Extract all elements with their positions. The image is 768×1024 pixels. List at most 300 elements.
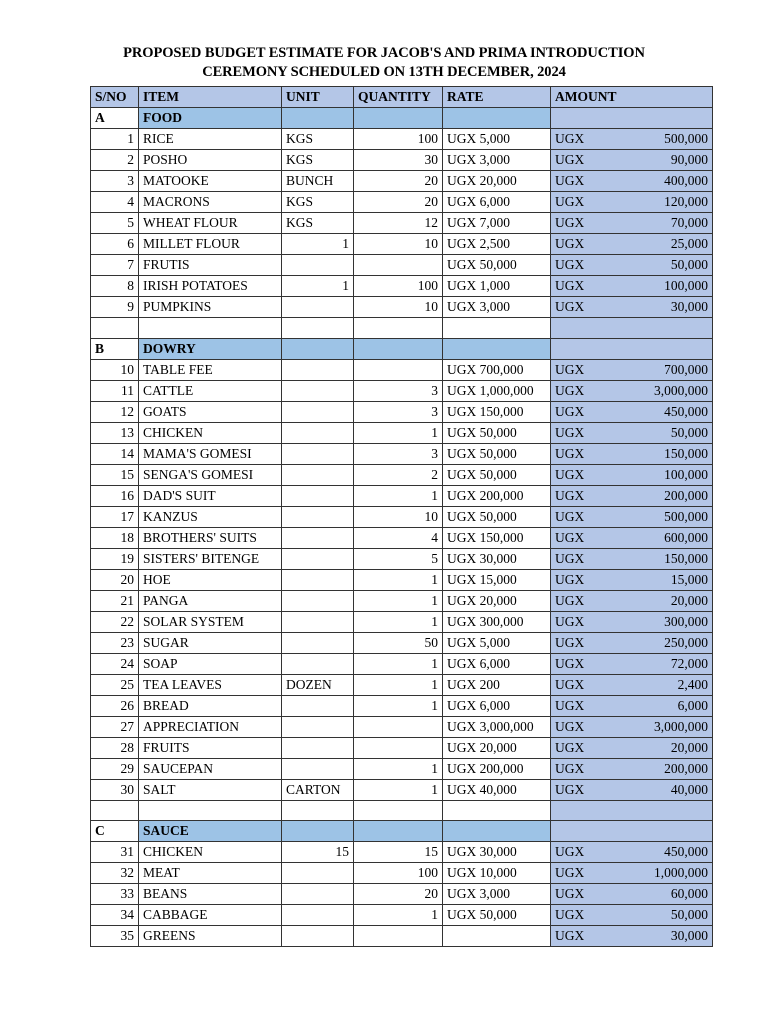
row-quantity: 15 [354, 842, 443, 863]
row-item: GOATS [139, 401, 282, 422]
row-sno: 30 [91, 779, 139, 800]
row-unit [282, 485, 354, 506]
amount-currency: UGX [555, 907, 585, 922]
table-row [91, 150, 713, 171]
amount-currency: UGX [555, 781, 585, 797]
amount-number: 90,000 [670, 152, 708, 167]
row-unit: KGS [282, 150, 354, 171]
spacer-row [91, 318, 713, 339]
table-row [91, 863, 713, 884]
header-quantity: QUANTITY [354, 87, 443, 108]
row-sno: 33 [91, 884, 139, 905]
amount-number: 6,000 [677, 697, 708, 713]
section-unit-cell [282, 821, 354, 842]
amount-number: 50,000 [670, 907, 708, 922]
amount-currency: UGX [555, 403, 585, 419]
row-quantity: 100 [354, 276, 443, 297]
table-row [91, 611, 713, 632]
row-unit [282, 464, 354, 485]
amount-value [555, 276, 708, 296]
row-rate: UGX 30,000 [443, 548, 551, 569]
row-unit [282, 527, 354, 548]
amount-currency: UGX [555, 592, 585, 608]
row-rate: UGX 50,000 [443, 443, 551, 464]
row-sno: 17 [91, 506, 139, 527]
spacer-cell [354, 800, 443, 821]
row-unit [282, 884, 354, 905]
section-header-row [91, 821, 713, 842]
row-rate: UGX 5,000 [443, 129, 551, 150]
row-item: KANZUS [139, 506, 282, 527]
row-amount [551, 653, 713, 674]
row-item: BROTHERS' SUITS [139, 527, 282, 548]
amount-number: 70,000 [670, 215, 708, 230]
table-row [91, 926, 713, 947]
row-sno: 29 [91, 758, 139, 779]
amount-currency: UGX [555, 508, 585, 524]
spacer-amount-cell [551, 800, 713, 821]
row-item: CHICKEN [139, 422, 282, 443]
section-name: FOOD [139, 108, 282, 129]
amount-value [555, 696, 708, 716]
row-quantity: 1 [354, 590, 443, 611]
section-header-row [91, 338, 713, 359]
row-item: CABBAGE [139, 905, 282, 926]
row-unit [282, 548, 354, 569]
row-rate: UGX 150,000 [443, 401, 551, 422]
row-item: HOE [139, 569, 282, 590]
amount-currency: UGX [555, 236, 585, 251]
row-sno: 21 [91, 590, 139, 611]
row-amount [551, 255, 713, 276]
amount-value [555, 234, 708, 254]
amount-number: 200,000 [664, 487, 708, 503]
amount-currency: UGX [555, 550, 585, 566]
amount-number: 100,000 [664, 466, 708, 482]
row-amount [551, 926, 713, 947]
spacer-cell [282, 800, 354, 821]
amount-value [555, 486, 708, 506]
table-row [91, 779, 713, 800]
row-rate: UGX 3,000 [443, 150, 551, 171]
row-rate: UGX 10,000 [443, 863, 551, 884]
amount-value [555, 633, 708, 653]
row-item: WHEAT FLOUR [139, 213, 282, 234]
amount-number: 50,000 [670, 257, 708, 272]
row-item: CHICKEN [139, 842, 282, 863]
amount-value [555, 759, 708, 779]
amount-value [555, 612, 708, 632]
row-unit [282, 569, 354, 590]
row-sno: 16 [91, 485, 139, 506]
row-quantity [354, 926, 443, 947]
amount-number: 450,000 [664, 403, 708, 419]
row-unit [282, 359, 354, 380]
header-rate: RATE [443, 87, 551, 108]
row-amount [551, 758, 713, 779]
row-item: IRISH POTATOES [139, 276, 282, 297]
amount-number: 400,000 [664, 173, 708, 188]
row-sno: 35 [91, 926, 139, 947]
row-amount [551, 527, 713, 548]
row-rate: UGX 150,000 [443, 527, 551, 548]
amount-number: 72,000 [670, 655, 708, 671]
amount-value [555, 717, 708, 737]
amount-value [555, 780, 708, 800]
amount-value [555, 297, 708, 317]
section-letter: C [91, 821, 139, 842]
row-unit [282, 863, 354, 884]
row-quantity: 3 [354, 380, 443, 401]
amount-currency: UGX [555, 844, 585, 859]
row-unit [282, 297, 354, 318]
row-quantity [354, 359, 443, 380]
row-quantity: 30 [354, 150, 443, 171]
row-item: MEAT [139, 863, 282, 884]
amount-currency: UGX [555, 278, 585, 293]
table-row [91, 548, 713, 569]
row-quantity: 20 [354, 884, 443, 905]
amount-number: 200,000 [664, 760, 708, 776]
spacer-amount-cell [551, 318, 713, 339]
amount-currency: UGX [555, 865, 585, 880]
amount-number: 150,000 [664, 445, 708, 461]
row-rate: UGX 1,000 [443, 276, 551, 297]
row-rate [443, 926, 551, 947]
section-amount-cell [551, 821, 713, 842]
amount-value [555, 444, 708, 464]
row-amount [551, 590, 713, 611]
row-item: PANGA [139, 590, 282, 611]
amount-value [555, 926, 708, 946]
row-item: APPRECIATION [139, 716, 282, 737]
row-unit [282, 422, 354, 443]
table-row [91, 359, 713, 380]
row-quantity: 4 [354, 527, 443, 548]
amount-number: 2,400 [677, 676, 708, 692]
row-sno: 4 [91, 192, 139, 213]
amount-number: 100,000 [664, 278, 708, 293]
section-letter: A [91, 108, 139, 129]
row-unit: BUNCH [282, 171, 354, 192]
section-rate-cell [443, 821, 551, 842]
spacer-cell [139, 318, 282, 339]
row-sno: 1 [91, 129, 139, 150]
row-amount [551, 485, 713, 506]
amount-number: 3,000,000 [654, 382, 708, 398]
amount-currency: UGX [555, 529, 585, 545]
row-unit: KGS [282, 129, 354, 150]
row-sno: 28 [91, 737, 139, 758]
row-amount [551, 737, 713, 758]
amount-value [555, 192, 708, 212]
amount-number: 25,000 [670, 236, 708, 251]
amount-value [555, 129, 708, 149]
amount-currency: UGX [555, 655, 585, 671]
row-sno: 27 [91, 716, 139, 737]
row-amount [551, 695, 713, 716]
row-amount [551, 632, 713, 653]
row-quantity: 1 [354, 422, 443, 443]
amount-currency: UGX [555, 424, 585, 440]
amount-currency: UGX [555, 739, 585, 755]
row-quantity: 10 [354, 297, 443, 318]
row-unit [282, 716, 354, 737]
row-unit [282, 905, 354, 926]
amount-number: 20,000 [670, 739, 708, 755]
table-row [91, 129, 713, 150]
row-unit [282, 401, 354, 422]
row-quantity [354, 255, 443, 276]
row-rate: UGX 15,000 [443, 569, 551, 590]
row-unit [282, 443, 354, 464]
row-unit: 1 [282, 276, 354, 297]
row-unit [282, 653, 354, 674]
amount-currency: UGX [555, 571, 585, 587]
row-quantity [354, 716, 443, 737]
spacer-row [91, 800, 713, 821]
amount-currency: UGX [555, 152, 585, 167]
amount-number: 600,000 [664, 529, 708, 545]
row-rate: UGX 50,000 [443, 422, 551, 443]
row-quantity: 50 [354, 632, 443, 653]
row-item: PUMPKINS [139, 297, 282, 318]
section-amount-cell [551, 108, 713, 129]
row-item: FRUITS [139, 737, 282, 758]
amount-value [555, 507, 708, 527]
row-rate: UGX 40,000 [443, 779, 551, 800]
row-item: CATTLE [139, 380, 282, 401]
row-sno: 23 [91, 632, 139, 653]
amount-currency: UGX [555, 173, 585, 188]
section-rate-cell [443, 338, 551, 359]
row-rate: UGX 1,000,000 [443, 380, 551, 401]
table-row [91, 590, 713, 611]
row-item: SOLAR SYSTEM [139, 611, 282, 632]
row-quantity: 1 [354, 695, 443, 716]
spacer-cell [443, 318, 551, 339]
row-quantity: 1 [354, 758, 443, 779]
amount-value [555, 738, 708, 758]
amount-number: 500,000 [664, 508, 708, 524]
row-amount [551, 234, 713, 255]
amount-value [555, 213, 708, 233]
row-rate: UGX 3,000 [443, 297, 551, 318]
row-rate: UGX 30,000 [443, 842, 551, 863]
row-quantity: 3 [354, 443, 443, 464]
amount-number: 120,000 [664, 194, 708, 209]
amount-number: 250,000 [664, 634, 708, 650]
row-item: SISTERS' BITENGE [139, 548, 282, 569]
row-rate: UGX 50,000 [443, 464, 551, 485]
row-rate: UGX 2,500 [443, 234, 551, 255]
row-quantity: 2 [354, 464, 443, 485]
row-quantity: 1 [354, 485, 443, 506]
row-sno: 5 [91, 213, 139, 234]
amount-value [555, 863, 708, 883]
amount-currency: UGX [555, 215, 585, 230]
amount-currency: UGX [555, 760, 585, 776]
row-unit [282, 611, 354, 632]
amount-currency: UGX [555, 928, 585, 943]
amount-currency: UGX [555, 676, 585, 692]
table-row [91, 569, 713, 590]
row-amount [551, 380, 713, 401]
row-rate: UGX 200,000 [443, 758, 551, 779]
amount-currency: UGX [555, 886, 585, 901]
row-amount [551, 129, 713, 150]
row-quantity: 3 [354, 401, 443, 422]
section-quantity-cell [354, 108, 443, 129]
budget-table [90, 86, 713, 947]
amount-number: 150,000 [664, 550, 708, 566]
amount-number: 50,000 [670, 424, 708, 440]
amount-value [555, 591, 708, 611]
row-unit: KGS [282, 192, 354, 213]
row-amount [551, 506, 713, 527]
spacer-cell [443, 800, 551, 821]
section-header-row [91, 108, 713, 129]
row-amount [551, 569, 713, 590]
row-sno: 6 [91, 234, 139, 255]
row-sno: 32 [91, 863, 139, 884]
row-sno: 26 [91, 695, 139, 716]
amount-number: 40,000 [670, 781, 708, 797]
spacer-cell [354, 318, 443, 339]
amount-number: 30,000 [670, 928, 708, 943]
row-unit: 1 [282, 234, 354, 255]
section-name: SAUCE [139, 821, 282, 842]
row-item: SOAP [139, 653, 282, 674]
row-item: GREENS [139, 926, 282, 947]
amount-value [555, 842, 708, 862]
table-row [91, 527, 713, 548]
row-rate: UGX 6,000 [443, 653, 551, 674]
amount-value [555, 570, 708, 590]
row-unit [282, 590, 354, 611]
row-amount [551, 192, 713, 213]
row-rate: UGX 20,000 [443, 171, 551, 192]
row-amount [551, 422, 713, 443]
amount-currency: UGX [555, 718, 585, 734]
amount-number: 3,000,000 [654, 718, 708, 734]
row-sno: 15 [91, 464, 139, 485]
row-amount [551, 359, 713, 380]
section-amount-cell [551, 338, 713, 359]
row-sno: 18 [91, 527, 139, 548]
row-amount [551, 548, 713, 569]
row-quantity: 10 [354, 506, 443, 527]
row-unit [282, 632, 354, 653]
row-item: TABLE FEE [139, 359, 282, 380]
amount-number: 20,000 [670, 592, 708, 608]
row-sno: 20 [91, 569, 139, 590]
section-quantity-cell [354, 821, 443, 842]
title-line-1: PROPOSED BUDGET ESTIMATE FOR JACOB'S AND PRIMA INTRODUCTION [123, 45, 645, 61]
row-item: SALT [139, 779, 282, 800]
row-amount [551, 611, 713, 632]
header-item: ITEM [139, 87, 282, 108]
row-rate: UGX 3,000 [443, 884, 551, 905]
row-unit [282, 758, 354, 779]
row-item: MACRONS [139, 192, 282, 213]
row-quantity: 1 [354, 905, 443, 926]
amount-currency: UGX [555, 194, 585, 209]
row-rate: UGX 50,000 [443, 255, 551, 276]
amount-currency: UGX [555, 634, 585, 650]
row-rate: UGX 300,000 [443, 611, 551, 632]
amount-number: 700,000 [664, 361, 708, 377]
amount-value [555, 465, 708, 485]
row-rate: UGX 20,000 [443, 590, 551, 611]
row-sno: 11 [91, 380, 139, 401]
amount-currency: UGX [555, 131, 585, 146]
amount-value [555, 675, 708, 695]
row-amount [551, 863, 713, 884]
row-quantity: 12 [354, 213, 443, 234]
amount-value [555, 654, 708, 674]
section-unit-cell [282, 338, 354, 359]
amount-value [555, 423, 708, 443]
row-sno: 14 [91, 443, 139, 464]
row-sno: 8 [91, 276, 139, 297]
row-unit [282, 255, 354, 276]
row-sno: 22 [91, 611, 139, 632]
row-quantity: 1 [354, 674, 443, 695]
amount-value [555, 255, 708, 275]
row-rate: UGX 6,000 [443, 192, 551, 213]
amount-value [555, 528, 708, 548]
row-unit [282, 695, 354, 716]
row-rate: UGX 20,000 [443, 737, 551, 758]
amount-number: 450,000 [664, 844, 708, 859]
amount-number: 1,000,000 [654, 865, 708, 880]
row-amount [551, 842, 713, 863]
amount-value [555, 402, 708, 422]
amount-currency: UGX [555, 613, 585, 629]
row-amount [551, 297, 713, 318]
amount-currency: UGX [555, 299, 585, 314]
row-amount [551, 464, 713, 485]
header-row [91, 87, 713, 108]
row-sno: 34 [91, 905, 139, 926]
amount-value [555, 381, 708, 401]
row-item: MAMA'S GOMESI [139, 443, 282, 464]
row-quantity: 1 [354, 653, 443, 674]
amount-value [555, 549, 708, 569]
row-quantity [354, 737, 443, 758]
row-rate: UGX 6,000 [443, 695, 551, 716]
table-row [91, 737, 713, 758]
amount-number: 500,000 [664, 131, 708, 146]
table-row [91, 905, 713, 926]
amount-currency: UGX [555, 445, 585, 461]
row-sno: 24 [91, 653, 139, 674]
row-item: MATOOKE [139, 171, 282, 192]
table-row [91, 758, 713, 779]
amount-currency: UGX [555, 257, 585, 272]
table-row [91, 422, 713, 443]
row-rate: UGX 3,000,000 [443, 716, 551, 737]
row-item: SUGAR [139, 632, 282, 653]
table-row [91, 716, 713, 737]
amount-value [555, 360, 708, 380]
row-rate: UGX 700,000 [443, 359, 551, 380]
row-sno: 25 [91, 674, 139, 695]
row-sno: 2 [91, 150, 139, 171]
row-rate: UGX 50,000 [443, 506, 551, 527]
row-sno: 7 [91, 255, 139, 276]
